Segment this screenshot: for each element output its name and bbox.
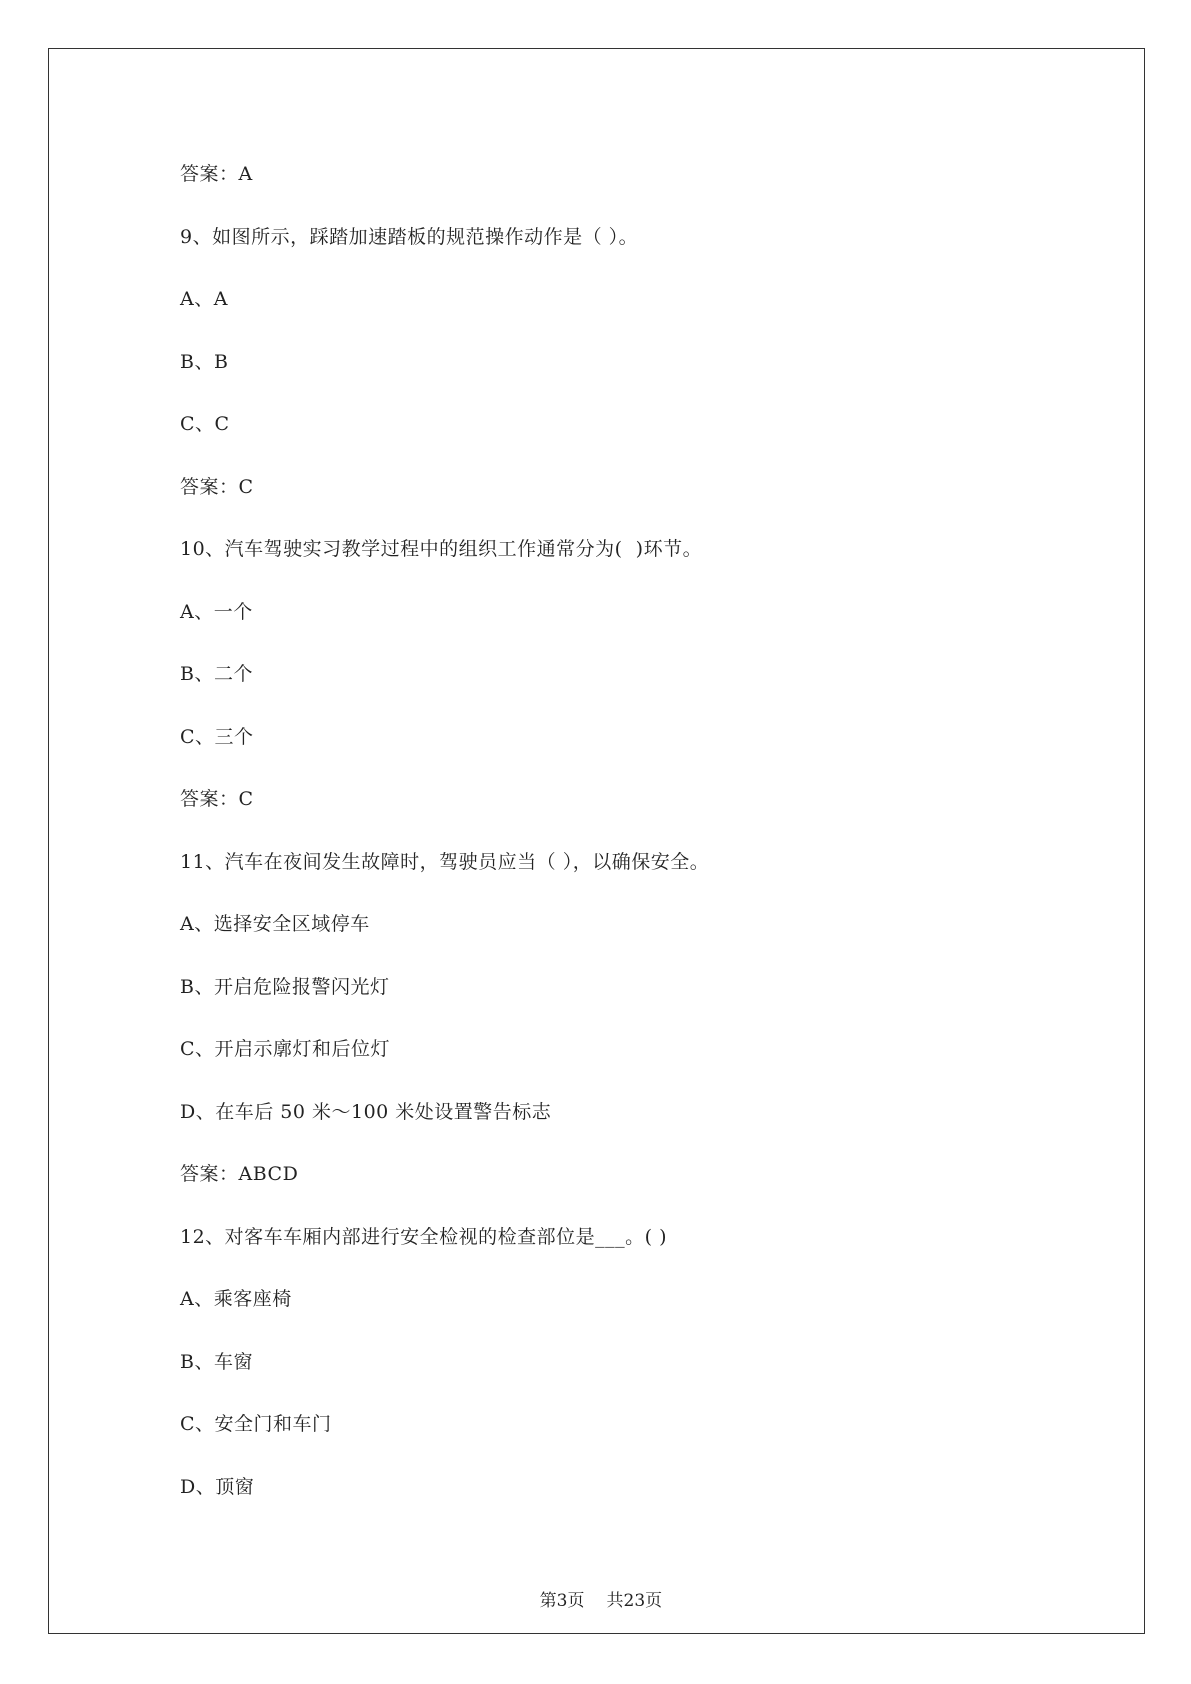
q11-option-b: B、开启危险报警闪光灯	[180, 976, 390, 998]
q11-option-d: D、在车后 50 米～100 米处设置警告标志	[180, 1101, 552, 1123]
q12-option-c: C、安全门和车门	[180, 1413, 332, 1435]
page-border	[48, 48, 1145, 1634]
q12-option-d: D、顶窗	[180, 1476, 255, 1498]
answer-9: 答案：C	[180, 476, 254, 498]
q11-option-c: C、开启示廓灯和后位灯	[180, 1038, 391, 1060]
question-10: 10、汽车驾驶实习教学过程中的组织工作通常分为( )环节。	[180, 538, 703, 560]
question-9: 9、如图所示，踩踏加速踏板的规范操作动作是（ ）。	[180, 226, 639, 248]
q10-option-a: A、一个	[180, 601, 253, 623]
question-11: 11、汽车在夜间发生故障时，驾驶员应当（ ），以确保安全。	[180, 851, 710, 873]
q9-option-c: C、C	[180, 413, 230, 435]
answer-11: 答案：ABCD	[180, 1163, 299, 1185]
q12-option-b: B、车窗	[180, 1351, 253, 1373]
page-footer	[0, 1568, 1191, 1612]
q11-option-a: A、选择安全区域停车	[180, 913, 370, 935]
page-total: 共23页	[606, 1591, 663, 1611]
answer-10: 答案：C	[180, 788, 254, 810]
answer-8: 答案：A	[180, 163, 253, 185]
q10-option-b: B、二个	[180, 663, 253, 685]
page-number: 第3页	[539, 1591, 585, 1611]
q9-option-b: B、B	[180, 351, 229, 373]
q10-option-c: C、三个	[180, 726, 254, 748]
q12-option-a: A、乘客座椅	[180, 1288, 292, 1310]
q9-option-a: A、A	[180, 288, 228, 310]
question-12: 12、对客车车厢内部进行安全检视的检查部位是___。( )	[180, 1226, 668, 1248]
